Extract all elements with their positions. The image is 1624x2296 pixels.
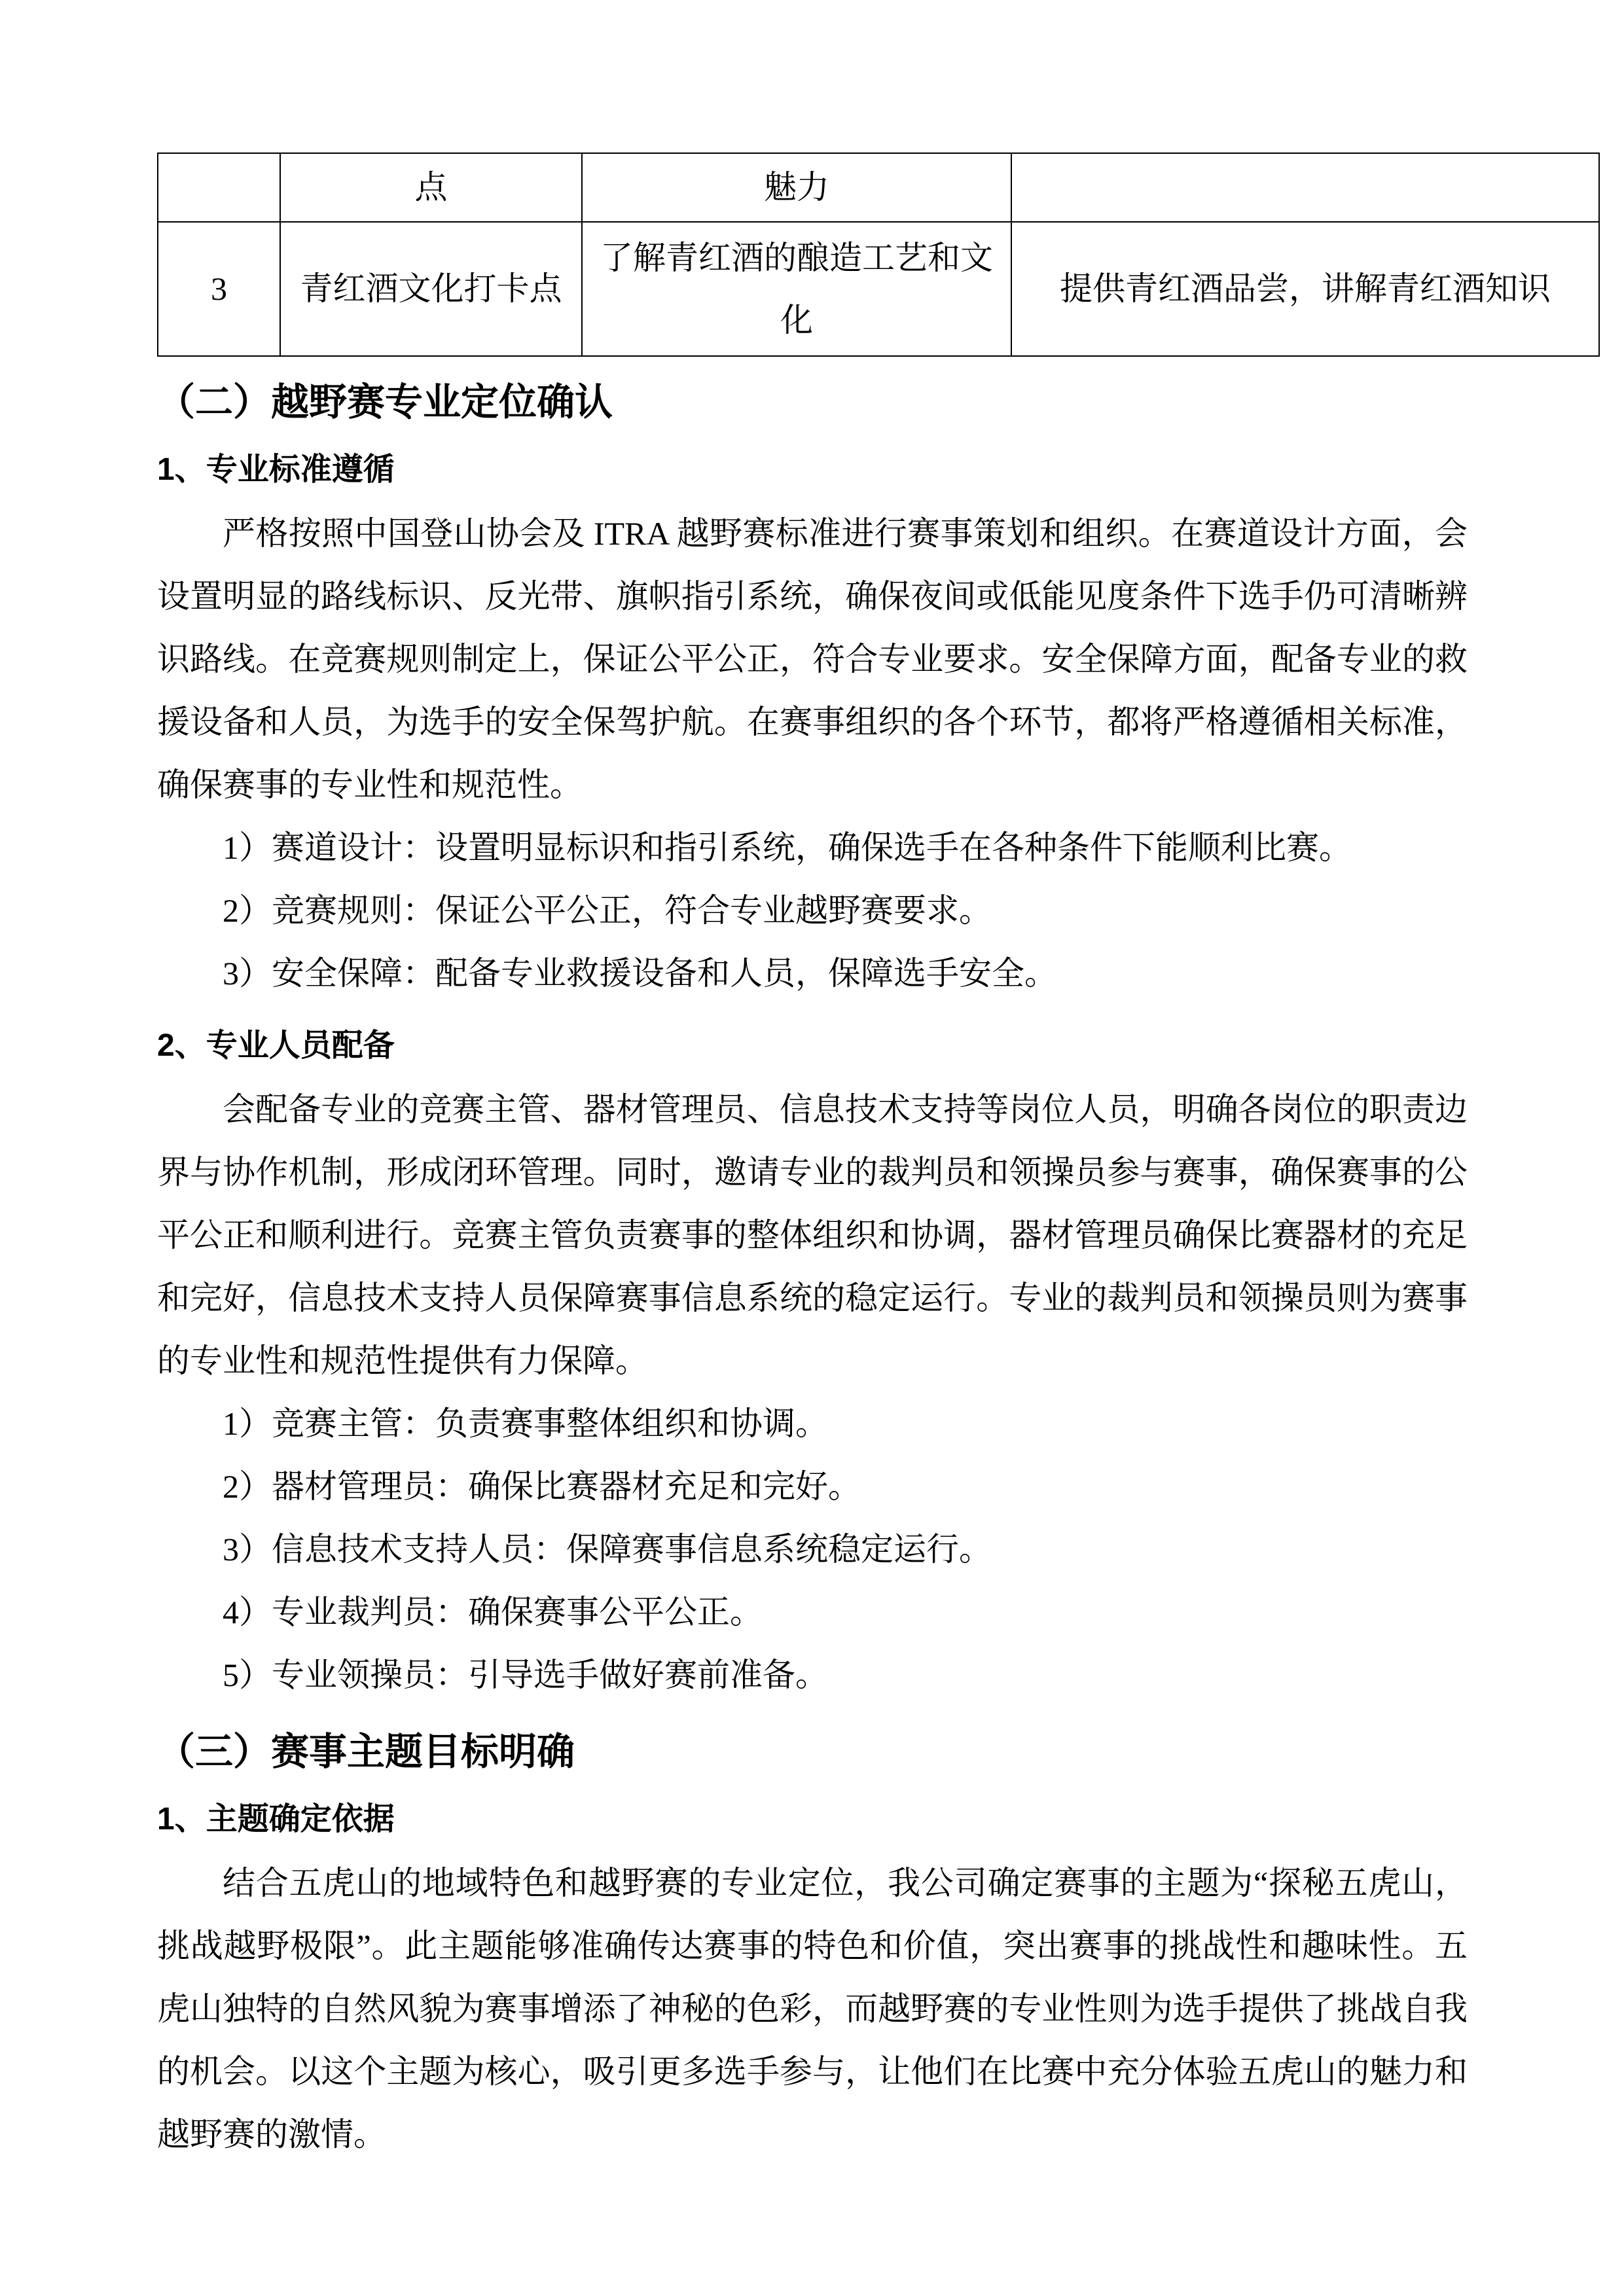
- list-item: 3）安全保障：配备专业救援设备和人员，保障选手安全。: [223, 955, 1057, 992]
- paragraph-standards: 严格按照中国登山协会及 ITRA 越野赛标准进行赛事策划和组织。在赛道设计方面，会设置明显的路线标识、反光带、旗帜指引系统，确保夜间或低能见度条件下选手仍可清晰辨识路线。在竞赛规则制定上，保证公平公正，符合专业要求。安全保障方面，配备专业的救援设备和人员，为选手的安全保驾护航。在赛事组织的各个环节，都将严格遵循相关标准，确保赛事的专业性和规范性。: [157, 515, 1468, 803]
- table-cell-name: 青红酒文化打卡点: [280, 222, 582, 356]
- subsection-heading-theme: 1、主题确定依据: [157, 1802, 395, 1837]
- table-cell-desc: 了解青红酒的酿造工艺和文化: [582, 222, 1011, 356]
- table-row-continuation: [158, 153, 1599, 222]
- section-heading-3: （三）赛事主题目标明确: [157, 1731, 575, 1773]
- section-heading-2: （二）越野赛专业定位确认: [157, 381, 613, 423]
- list-item: 1）竞赛主管：负责赛事整体组织和协调。: [223, 1405, 828, 1442]
- list-item: 3）信息技术支持人员：保障赛事信息系统稳定运行。: [223, 1531, 992, 1568]
- table-cell-name: 点: [280, 153, 582, 222]
- paragraph-staff: 会配备专业的竞赛主管、器材管理员、信息技术支持等岗位人员，明确各岗位的职责边界与协作机制，形成闭环管理。同时，邀请专业的裁判员和领操员参与赛事，确保赛事的公平公正和顺利进行。竞赛主管负责赛事的整体组织和协调，器材管理员确保比赛器材的充足和完好，信息技术支持人员保障赛事信息系统的稳定运行。专业的裁判员和领操员则为赛事的专业性和规范性提供有力保障。: [157, 1091, 1468, 1379]
- list-item: 2）竞赛规则：保证公平公正，符合专业越野赛要求。: [223, 892, 992, 929]
- table-row-3: [158, 222, 1599, 356]
- list-item: 2）器材管理员：确保比赛器材充足和完好。: [223, 1468, 861, 1505]
- table-cell-desc: 魅力: [582, 153, 1011, 222]
- table-cell-note: 提供青红酒品尝，讲解青红酒知识: [1011, 222, 1599, 356]
- list-item: 5）专业领操员：引导选手做好赛前准备。: [223, 1657, 828, 1693]
- checkpoint-table: [157, 152, 1600, 357]
- list-item: 4）专业裁判员：确保赛事公平公正。: [223, 1594, 763, 1630]
- table-cell-note: [1011, 153, 1599, 222]
- subsection-heading-standards: 1、专业标准遵循: [157, 452, 395, 487]
- list-item: 1）赛道设计：设置明显标识和指引系统，确保选手在各种条件下能顺利比赛。: [223, 829, 1352, 866]
- subsection-heading-staff: 2、专业人员配备: [157, 1028, 395, 1063]
- table-cell-num: 3: [158, 222, 280, 356]
- paragraph-theme: 结合五虎山的地域特色和越野赛的专业定位，我公司确定赛事的主题为“探秘五虎山，挑战越野极限”。此主题能够准确传达赛事的特色和价值，突出赛事的挑战性和趣味性。五虎山独特的自然风貌为赛事增添了神秘的色彩，而越野赛的专业性则为选手提供了挑战自我的机会。以这个主题为核心，吸引更多选手参与，让他们在比赛中充分体验五虎山的魅力和越野赛的激情。: [157, 1865, 1468, 2153]
- table-cell-num: [158, 153, 280, 222]
